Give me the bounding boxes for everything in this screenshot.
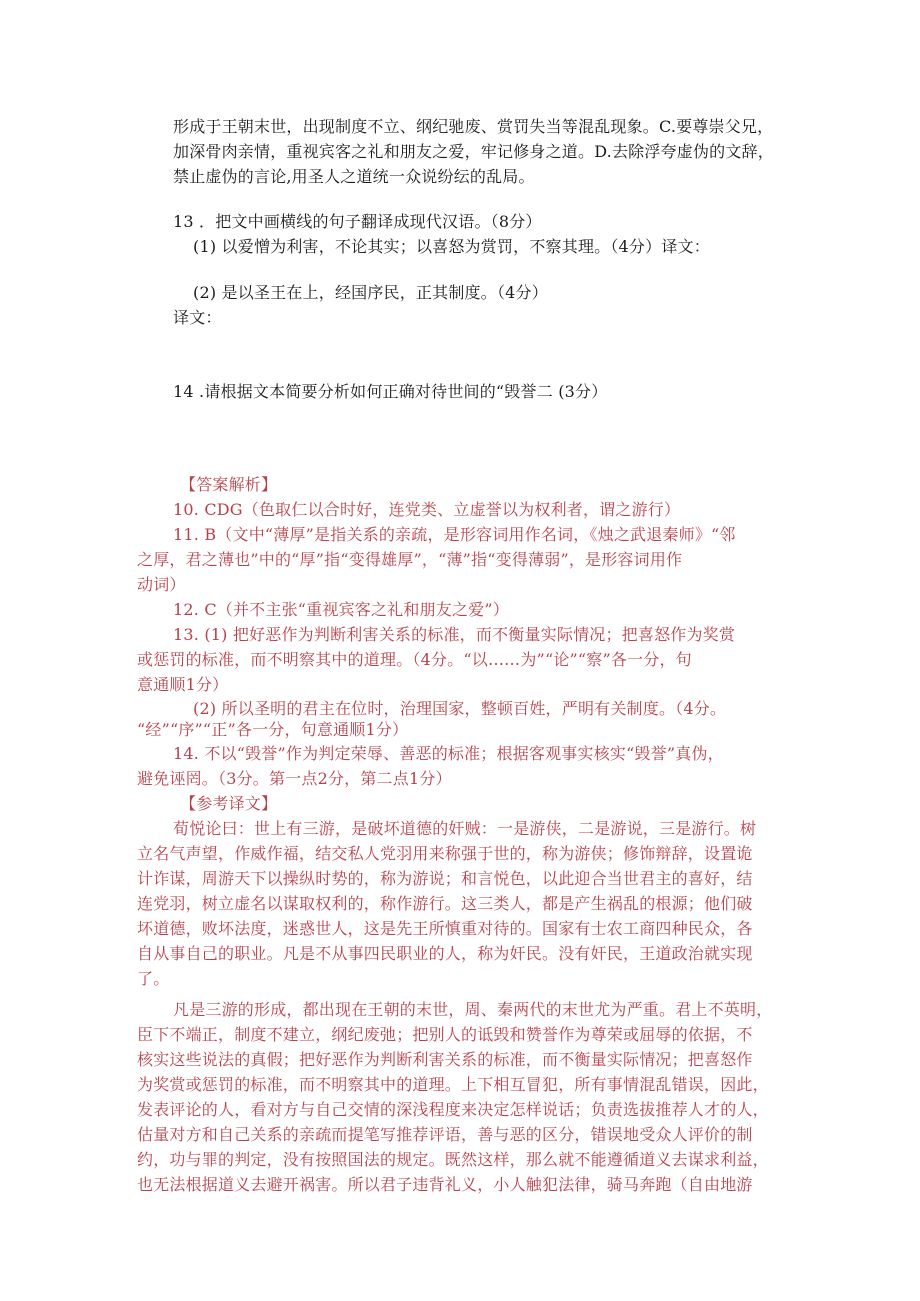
translation-paragraph-2-line: 凡是三游的形成，都出现在王朝的末世，周、秦两代的末世尤为严重。君上不英明， xyxy=(173,1000,773,1019)
answer-11-line-3: 动词） xyxy=(137,575,186,594)
answer-header: 【答案解析】 xyxy=(180,475,278,494)
answer-12: 12. C（并不主张“重视宾客之礼和朋友之爱”） xyxy=(173,600,509,619)
translation-paragraph-2-line: 估量对方和自己关系的亲疏而提笔写推荐评语，善与恶的区分，错误地受众人评价的制 xyxy=(137,1125,753,1144)
translation-paragraph-1-line: 连党羽，树立虚名以谋取权利的，称作游行。这三类人，都是产生祸乱的根源；他们破 xyxy=(137,894,753,913)
translation-paragraph-1-line: 了。 xyxy=(137,969,170,988)
answer-13-line-3: 意通顺1分） xyxy=(137,675,229,694)
question-option-text-line-3: 禁止虚伪的言论,用圣人之道统一众说纷纭的乱局。 xyxy=(173,167,535,186)
answer-14-line-1: 14. 不以“毁誉”作为判定荣辱、善恶的标准；根据客观事实核实“毁誉”真伪， xyxy=(173,744,724,763)
answer-11-line-2: 之厚，君之薄也”中的“厚”指“变得雄厚”，“薄”指“变得薄弱”，是形容词用作 xyxy=(137,550,683,569)
question-option-text-line-1: 形成于王朝末世，出现制度不立、纲纪驰废、赏罚失当等混乱现象。C.要尊崇父兄， xyxy=(173,117,774,136)
question-13-part-2-answer-label: 译文： xyxy=(173,308,222,327)
question-14: 14 .请根据文本简要分析如何正确对待世间的“毁誉二 (3分） xyxy=(173,382,608,401)
translation-paragraph-1-line: 荀悦论曰：世上有三游，是破坏道德的奸贼：一是游侠，二是游说，三是游行。树 xyxy=(173,819,757,838)
answer-13-line-1: 13. (1) 把好恶作为判断利害关系的标准，而不衡量实际情况；把喜怒作为奖赏 xyxy=(173,625,736,644)
translation-paragraph-2-line: 也无法根据道义去避开祸害。所以君子违背礼义，小人触犯法律，骑马奔跑（自由地游 xyxy=(137,1175,753,1194)
translation-paragraph-2-line: 为奖赏或惩罚的标准，而不明察其中的道理。上下相互冒犯，所有事情混乱错误，因此， xyxy=(137,1075,769,1094)
answer-13-line-2: 或惩罚的标准，而不明察其中的道理。（4分。“以……为”“论”“察”各一分，句 xyxy=(137,650,692,669)
translation-paragraph-2-line: 臣下不端正，制度不建立，纲纪废弛；把别人的诋毁和赞誉作为尊荣或屈辱的依据，不 xyxy=(137,1025,753,1044)
answer-13-part-2-line-1: (2) 所以圣明的君主在位时，治理国家，整顿百姓，严明有关制度。（4分。 xyxy=(193,699,727,718)
translation-paragraph-2-line: 约，功与罪的判定，没有按照国法的规定。既然这样，那么就不能遵循道义去谋求利益， xyxy=(137,1150,769,1169)
translation-paragraph-1-line: 自从事自己的职业。凡是不从事四民职业的人，称为奸民。没有奸民，王道政治就实现 xyxy=(137,944,753,963)
translation-paragraph-1-line: 立名气声望，作威作福，结交私人党羽用来称强于世的，称为游侠；修饰辩辞，设置诡 xyxy=(137,844,753,863)
question-option-text-line-2: 加深骨肉亲情，重视宾客之礼和朋友之爱，牢记修身之道。D.去除浮夸虚伪的文辞， xyxy=(173,142,774,161)
answer-10: 10. CDG（色取仁以合时好，连党类、立虚誉以为权利者，谓之游行） xyxy=(173,500,681,519)
translation-header: 【参考译文】 xyxy=(180,794,278,813)
translation-paragraph-2-line: 发表评论的人，看对方与自己交情的深浅程度来决定怎样说话；负责选拔推荐人才的人， xyxy=(137,1100,769,1119)
question-13: 13 ．把文中画横线的句子翻译成现代汉语。（8分） xyxy=(173,212,542,231)
answer-11-line-1: 11. B（文中“薄厚”是指关系的亲疏，是形容词用作名词，《烛之武退秦师》“邻 xyxy=(173,525,736,544)
answer-13-part-2-line-2: “经”“序”“正”各一分，句意通顺1分） xyxy=(137,720,409,739)
answer-14-line-2: 避免诬罔。（3分。第一点2分，第二点1分） xyxy=(137,769,452,788)
question-13-part-2: (2) 是以圣王在上，经国序民，正其制度。（4分） xyxy=(193,283,548,302)
translation-paragraph-1-line: 计诈谋，周游天下以操纵时势的，称为游说；和言悦色，以此迎合当世君主的喜好，结 xyxy=(137,869,753,888)
translation-paragraph-2-line: 核实这些说法的真假；把好恶作为判断利害关系的标准，而不衡量实际情况；把喜怒作 xyxy=(137,1050,753,1069)
translation-paragraph-1-line: 坏道德，败坏法度，迷惑世人，这是先王所慎重对待的。国家有士农工商四种民众，各 xyxy=(137,919,753,938)
question-13-part-1: (1) 以爱憎为利害，不论其实；以喜怒为赏罚，不察其理。（4分）译文： xyxy=(193,237,710,256)
